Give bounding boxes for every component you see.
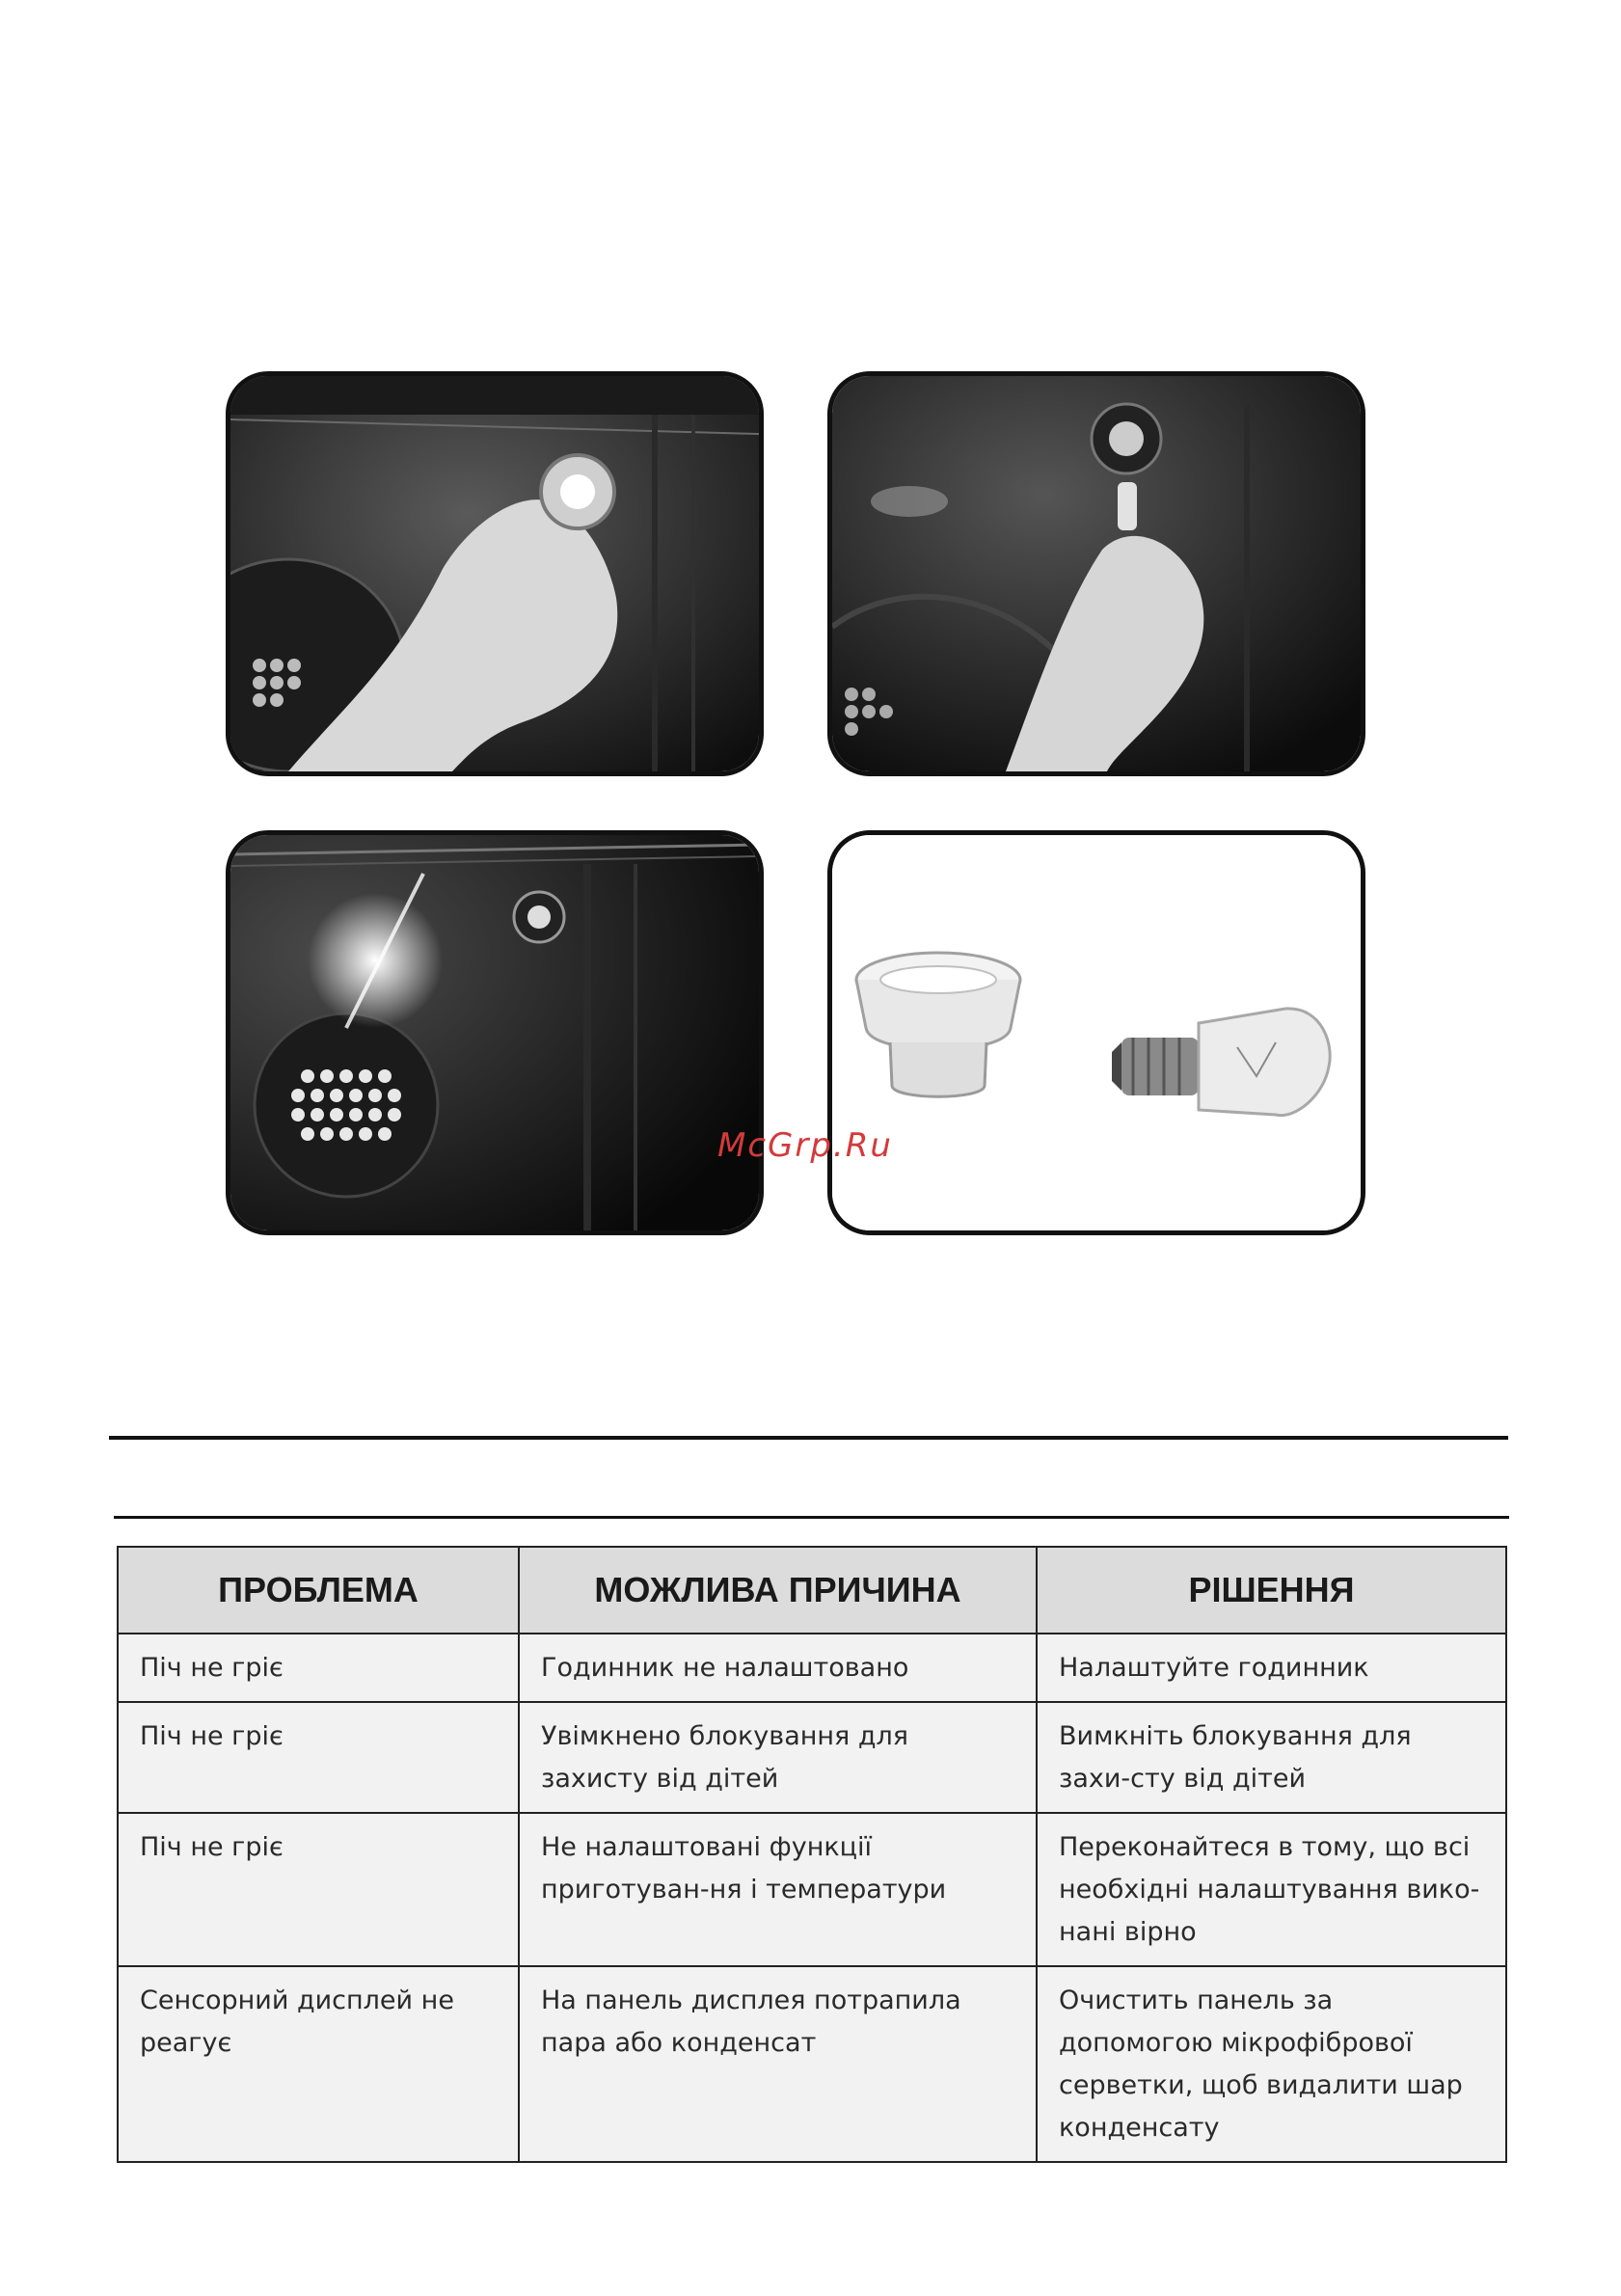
photo-cover-and-bulb [827, 830, 1365, 1235]
table-row [118, 1966, 1506, 2162]
photo-lamp-lit [226, 830, 764, 1235]
photo-replace-bulb [827, 371, 1365, 776]
cell-solution: Налаштуйте годинник [1037, 1634, 1506, 1702]
header-solution: РІШЕННЯ [1037, 1547, 1506, 1634]
photo-remove-lamp-cover [226, 371, 764, 776]
table-row [118, 1634, 1506, 1702]
cell-problem: Піч не гріє [118, 1813, 519, 1966]
cell-problem: Піч не гріє [118, 1634, 519, 1702]
cell-cause: Увімкнено блокування для захисту від дітей [519, 1702, 1037, 1813]
cell-solution: Вимкніть блокування для захи-сту від дітей [1037, 1702, 1506, 1813]
cell-problem: Сенсорний дисплей не реагує [118, 1966, 519, 2162]
section-rule-bottom [114, 1516, 1509, 1519]
table-row [118, 1813, 1506, 1966]
table-row [118, 1702, 1506, 1813]
header-cause: МОЖЛИВА ПРИЧИНА [519, 1547, 1037, 1634]
watermark: McGrp.Ru [717, 1126, 893, 1165]
section-rule-top [109, 1436, 1508, 1440]
cell-solution: Очистить панель за допомогою мікрофібрової серветки, щоб видалити шар конденсату [1037, 1966, 1506, 2162]
troubleshooting-table [117, 1546, 1507, 2163]
table-header-row [118, 1547, 1506, 1634]
cell-cause: Годинник не налаштовано [519, 1634, 1037, 1702]
cell-cause: На панель дисплея потрапила пара або конденсат [519, 1966, 1037, 2162]
cell-cause: Не налаштовані функції приготуван-ня і температури [519, 1813, 1037, 1966]
cell-solution: Переконайтеся в тому, що всі необхідні налаштування вико-нані вірно [1037, 1813, 1506, 1966]
header-problem: ПРОБЛЕМА [118, 1547, 519, 1634]
cell-problem: Піч не гріє [118, 1702, 519, 1813]
